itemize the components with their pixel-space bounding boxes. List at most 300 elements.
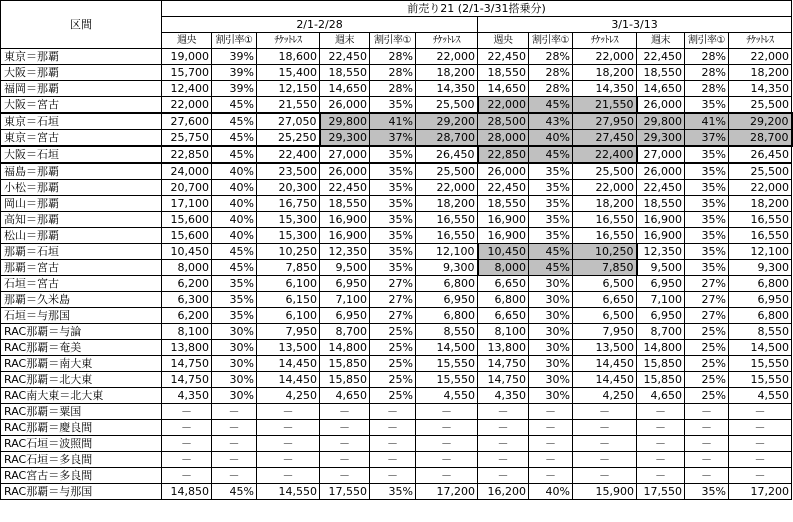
fare-cell: 25,250: [257, 130, 320, 147]
fare-cell: 29,300: [320, 130, 370, 147]
fare-cell: 17,200: [416, 484, 478, 500]
fare-cell: 14,800: [637, 340, 685, 356]
fare-cell: －: [416, 468, 478, 484]
fare-cell: －: [529, 420, 573, 436]
fare-cell: 35%: [370, 146, 416, 163]
table-row: [1, 146, 792, 163]
fare-cell: 26,450: [416, 146, 478, 163]
fare-cell: 17,550: [637, 484, 685, 500]
fare-cell: 16,550: [416, 228, 478, 244]
fare-cell: 37%: [685, 130, 729, 147]
route-cell: RAC那覇＝北大東: [1, 372, 162, 388]
column-header: 割引率①: [370, 33, 416, 49]
fare-cell: －: [729, 404, 792, 420]
fare-cell: 40%: [529, 130, 573, 147]
fare-cell: 28,700: [729, 130, 792, 147]
fare-cell: 43%: [529, 113, 573, 130]
fare-cell: －: [212, 468, 257, 484]
fare-cell: 35%: [370, 163, 416, 180]
fare-cell: －: [212, 420, 257, 436]
fare-cell: 39%: [212, 81, 257, 97]
fare-cell: 22,000: [729, 180, 792, 196]
fare-cell: 35%: [529, 196, 573, 212]
route-cell: RAC宮古＝多良間: [1, 468, 162, 484]
fare-cell: 30%: [529, 292, 573, 308]
route-cell: 那覇＝石垣: [1, 244, 162, 260]
route-cell: 大阪＝石垣: [1, 146, 162, 163]
fare-cell: 35%: [370, 212, 416, 228]
fare-cell: 45%: [212, 484, 257, 500]
route-cell: RAC石垣＝多良間: [1, 452, 162, 468]
fare-cell: 8,000: [162, 260, 212, 276]
table-row: [1, 324, 792, 340]
fare-cell: 8,000: [478, 260, 529, 276]
fare-cell: 45%: [529, 146, 573, 163]
fare-cell: 18,550: [478, 65, 529, 81]
fare-cell: 26,000: [637, 163, 685, 180]
fare-cell: 35%: [685, 146, 729, 163]
fare-cell: 22,400: [257, 146, 320, 163]
fare-cell: 6,500: [573, 308, 637, 324]
fare-cell: 35%: [685, 196, 729, 212]
fare-cell: 19,000: [162, 49, 212, 65]
fare-cell: 45%: [212, 113, 257, 130]
column-header: ﾁｹｯﾄﾚｽ: [573, 33, 637, 49]
fare-cell: 25,500: [729, 97, 792, 114]
fare-cell: 35%: [685, 260, 729, 276]
fare-cell: －: [685, 452, 729, 468]
fare-cell: －: [729, 436, 792, 452]
table-row: [1, 308, 792, 324]
fare-cell: －: [729, 452, 792, 468]
table-row: [1, 130, 792, 147]
fare-cell: 25%: [370, 356, 416, 372]
route-cell: 東京＝石垣: [1, 113, 162, 130]
fare-cell: 28,700: [416, 130, 478, 147]
fare-cell: 21,550: [257, 97, 320, 114]
column-header: 週央: [162, 33, 212, 49]
fare-cell: 29,800: [637, 113, 685, 130]
fare-cell: －: [212, 404, 257, 420]
fare-cell: 20,700: [162, 180, 212, 196]
fare-cell: 4,650: [637, 388, 685, 404]
fare-cell: 35%: [370, 180, 416, 196]
fare-cell: 22,000: [478, 97, 529, 114]
fare-cell: 14,750: [478, 356, 529, 372]
fare-cell: 6,950: [416, 292, 478, 308]
fare-cell: 22,450: [478, 180, 529, 196]
fare-cell: 14,650: [637, 81, 685, 97]
fare-cell: －: [416, 436, 478, 452]
fare-cell: 18,550: [320, 196, 370, 212]
fare-cell: 40%: [212, 212, 257, 228]
fare-cell: 22,450: [320, 49, 370, 65]
fare-cell: 30%: [529, 356, 573, 372]
fare-cell: 14,450: [573, 356, 637, 372]
fare-cell: 22,450: [637, 49, 685, 65]
fare-cell: 15,550: [729, 356, 792, 372]
fare-cell: 6,100: [257, 276, 320, 292]
fare-cell: 4,350: [162, 388, 212, 404]
route-cell: 福島＝那覇: [1, 163, 162, 180]
fare-cell: －: [478, 468, 529, 484]
period-header: 2/1-2/28: [162, 17, 478, 33]
fare-cell: 18,200: [573, 65, 637, 81]
fare-cell: 13,500: [257, 340, 320, 356]
fare-cell: 15,550: [729, 372, 792, 388]
fare-cell: 25,500: [573, 163, 637, 180]
fare-cell: 16,900: [320, 212, 370, 228]
fare-cell: 26,000: [478, 163, 529, 180]
column-header: 割引率①: [212, 33, 257, 49]
route-cell: RAC那覇＝粟国: [1, 404, 162, 420]
fare-cell: －: [685, 404, 729, 420]
fare-cell: 25,500: [416, 97, 478, 114]
fare-cell: 6,800: [729, 308, 792, 324]
fare-cell: 6,100: [257, 308, 320, 324]
fare-cell: 41%: [370, 113, 416, 130]
fare-cell: －: [162, 452, 212, 468]
fare-cell: －: [320, 452, 370, 468]
fare-cell: 18,550: [637, 196, 685, 212]
table-row: [1, 436, 792, 452]
fare-cell: 12,150: [257, 81, 320, 97]
fare-cell: 35%: [370, 97, 416, 114]
fare-cell: 22,450: [478, 49, 529, 65]
table-row: [1, 484, 792, 500]
fare-cell: 22,850: [162, 146, 212, 163]
fare-cell: 8,700: [637, 324, 685, 340]
fare-cell: 25,500: [729, 163, 792, 180]
fare-cell: 15,550: [416, 356, 478, 372]
fare-cell: 30%: [529, 372, 573, 388]
table-row: [1, 292, 792, 308]
fare-cell: 14,450: [257, 356, 320, 372]
fare-cell: 26,000: [320, 163, 370, 180]
fare-cell: 15,600: [162, 212, 212, 228]
fare-cell: 15,600: [162, 228, 212, 244]
fare-cell: 8,550: [729, 324, 792, 340]
table-row: [1, 404, 792, 420]
fare-cell: 40%: [212, 228, 257, 244]
fare-cell: 7,100: [637, 292, 685, 308]
fare-cell: 4,350: [478, 388, 529, 404]
fare-cell: 18,550: [637, 65, 685, 81]
fare-cell: 4,550: [416, 388, 478, 404]
fare-cell: 35%: [529, 228, 573, 244]
fare-cell: 29,800: [320, 113, 370, 130]
table-row: [1, 228, 792, 244]
fare-cell: 18,550: [478, 196, 529, 212]
fare-cell: 30%: [529, 276, 573, 292]
fare-cell: 30%: [529, 308, 573, 324]
fare-cell: 12,400: [162, 81, 212, 97]
fare-cell: 35%: [529, 163, 573, 180]
fare-cell: 16,550: [573, 212, 637, 228]
fare-cell: 16,900: [637, 228, 685, 244]
fare-cell: 35%: [370, 244, 416, 260]
fare-cell: 15,850: [320, 372, 370, 388]
fare-cell: 25%: [685, 388, 729, 404]
fare-cell: 4,550: [729, 388, 792, 404]
fare-cell: －: [529, 404, 573, 420]
fare-cell: 18,200: [729, 65, 792, 81]
fare-cell: －: [573, 452, 637, 468]
fare-cell: 14,350: [416, 81, 478, 97]
table-row: [1, 163, 792, 180]
fare-cell: 20,300: [257, 180, 320, 196]
fare-cell: 6,300: [162, 292, 212, 308]
fare-cell: －: [573, 420, 637, 436]
fare-cell: 40%: [212, 163, 257, 180]
fare-group-title: 前売り21 (2/1-3/31搭乗分): [162, 1, 792, 17]
fare-cell: 14,500: [729, 340, 792, 356]
fare-cell: －: [478, 420, 529, 436]
fare-cell: 35%: [685, 244, 729, 260]
fare-cell: 25%: [685, 356, 729, 372]
fare-cell: 18,200: [416, 196, 478, 212]
fare-cell: 35%: [212, 308, 257, 324]
fare-cell: 27,000: [320, 146, 370, 163]
fare-cell: 28%: [529, 81, 573, 97]
fare-cell: 25%: [685, 372, 729, 388]
fare-cell: 15,700: [162, 65, 212, 81]
fare-cell: 18,600: [257, 49, 320, 65]
fare-cell: 6,800: [729, 276, 792, 292]
fare-cell: 29,300: [637, 130, 685, 147]
fare-cell: 41%: [685, 113, 729, 130]
route-cell: 小松＝那覇: [1, 180, 162, 196]
table-row: [1, 49, 792, 65]
route-cell: RAC南大東＝北大東: [1, 388, 162, 404]
fare-cell: 14,350: [729, 81, 792, 97]
fare-cell: 14,450: [257, 372, 320, 388]
fare-cell: －: [729, 420, 792, 436]
fare-table-body: [1, 49, 792, 500]
fare-cell: 8,100: [162, 324, 212, 340]
fare-cell: 10,450: [162, 244, 212, 260]
fare-cell: 16,550: [416, 212, 478, 228]
fare-cell: 22,000: [416, 180, 478, 196]
table-row: [1, 356, 792, 372]
fare-cell: 45%: [212, 146, 257, 163]
fare-cell: 25%: [370, 324, 416, 340]
fare-cell: 28%: [370, 49, 416, 65]
route-cell: 松山＝那覇: [1, 228, 162, 244]
fare-cell: 12,100: [416, 244, 478, 260]
fare-cell: 13,800: [478, 340, 529, 356]
table-row: [1, 452, 792, 468]
fare-cell: 45%: [212, 244, 257, 260]
fare-cell: 12,350: [637, 244, 685, 260]
fare-cell: 26,450: [729, 146, 792, 163]
fare-cell: 26,000: [320, 97, 370, 114]
fare-cell: 40%: [212, 180, 257, 196]
table-row: [1, 372, 792, 388]
fare-cell: 35%: [529, 180, 573, 196]
fare-cell: －: [637, 404, 685, 420]
table-row: [1, 388, 792, 404]
table-row: [1, 468, 792, 484]
fare-cell: －: [529, 452, 573, 468]
fare-cell: －: [478, 452, 529, 468]
fare-cell: 35%: [685, 484, 729, 500]
fare-cell: －: [529, 468, 573, 484]
fare-cell: 22,000: [573, 49, 637, 65]
fare-cell: 25%: [685, 324, 729, 340]
fare-cell: 9,500: [320, 260, 370, 276]
column-header: 週末: [320, 33, 370, 49]
fare-cell: 30%: [212, 372, 257, 388]
fare-cell: 28%: [370, 81, 416, 97]
fare-cell: 14,500: [416, 340, 478, 356]
fare-cell: 7,100: [320, 292, 370, 308]
column-header: ﾁｹｯﾄﾚｽ: [257, 33, 320, 49]
fare-cell: 15,900: [573, 484, 637, 500]
fare-cell: 35%: [529, 212, 573, 228]
fare-cell: 6,800: [416, 308, 478, 324]
fare-cell: 14,650: [478, 81, 529, 97]
fare-cell: －: [320, 420, 370, 436]
fare-cell: 35%: [212, 292, 257, 308]
fare-cell: 14,750: [162, 356, 212, 372]
fare-cell: 13,500: [573, 340, 637, 356]
route-cell: RAC那覇＝奄美: [1, 340, 162, 356]
fare-cell: 40%: [529, 484, 573, 500]
fare-cell: 6,650: [478, 276, 529, 292]
fare-cell: －: [162, 420, 212, 436]
fare-cell: －: [529, 436, 573, 452]
fare-cell: 25%: [370, 388, 416, 404]
fare-cell: 27%: [685, 292, 729, 308]
fare-cell: 21,550: [573, 97, 637, 114]
fare-cell: 28%: [685, 49, 729, 65]
column-header: ﾁｹｯﾄﾚｽ: [729, 33, 792, 49]
fare-cell: 25,750: [162, 130, 212, 147]
table-row: [1, 180, 792, 196]
route-cell: 東京＝那覇: [1, 49, 162, 65]
fare-cell: －: [257, 420, 320, 436]
fare-cell: －: [257, 404, 320, 420]
route-cell: 東京＝宮古: [1, 130, 162, 147]
table-row: [1, 212, 792, 228]
route-cell: 那覇＝久米島: [1, 292, 162, 308]
fare-cell: －: [637, 436, 685, 452]
fare-cell: 25%: [370, 372, 416, 388]
route-cell: 岡山＝那覇: [1, 196, 162, 212]
fare-cell: 4,250: [257, 388, 320, 404]
fare-cell: 6,200: [162, 276, 212, 292]
fare-cell: 14,750: [162, 372, 212, 388]
fare-cell: 18,550: [320, 65, 370, 81]
fare-cell: －: [416, 452, 478, 468]
fare-cell: 17,100: [162, 196, 212, 212]
fare-cell: 27%: [370, 308, 416, 324]
fare-cell: －: [320, 468, 370, 484]
fare-cell: －: [416, 420, 478, 436]
fare-cell: 35%: [370, 228, 416, 244]
fare-cell: －: [257, 436, 320, 452]
fare-cell: 7,850: [257, 260, 320, 276]
fare-cell: 16,900: [637, 212, 685, 228]
fare-cell: 27,950: [573, 113, 637, 130]
fare-cell: 39%: [212, 65, 257, 81]
column-header: ﾁｹｯﾄﾚｽ: [416, 33, 478, 49]
fare-cell: －: [162, 404, 212, 420]
fare-cell: 12,350: [320, 244, 370, 260]
fare-cell: －: [478, 404, 529, 420]
route-cell: 大阪＝宮古: [1, 97, 162, 114]
fare-cell: 24,000: [162, 163, 212, 180]
fare-cell: 6,500: [573, 276, 637, 292]
fare-cell: 27%: [685, 276, 729, 292]
column-header: 割引率①: [685, 33, 729, 49]
fare-cell: 6,950: [729, 292, 792, 308]
fare-cell: 18,200: [729, 196, 792, 212]
fare-cell: －: [637, 452, 685, 468]
table-row: [1, 113, 792, 130]
fare-cell: 37%: [370, 130, 416, 147]
fare-cell: 29,200: [729, 113, 792, 130]
fare-cell: 35%: [685, 163, 729, 180]
fare-cell: 10,250: [257, 244, 320, 260]
column-header: 週央: [478, 33, 529, 49]
fare-cell: 16,550: [729, 212, 792, 228]
fare-cell: 22,450: [637, 180, 685, 196]
fare-cell: 6,800: [416, 276, 478, 292]
fare-cell: 30%: [212, 356, 257, 372]
fare-cell: 14,750: [478, 372, 529, 388]
fare-cell: 15,300: [257, 212, 320, 228]
fare-cell: 15,850: [637, 356, 685, 372]
fare-cell: 17,200: [729, 484, 792, 500]
fare-cell: 27%: [370, 292, 416, 308]
fare-cell: －: [257, 468, 320, 484]
fare-cell: －: [212, 436, 257, 452]
fare-cell: 14,650: [320, 81, 370, 97]
route-cell: 石垣＝与那国: [1, 308, 162, 324]
fare-cell: 6,650: [573, 292, 637, 308]
fare-cell: －: [370, 420, 416, 436]
fare-cell: 15,850: [320, 356, 370, 372]
fare-cell: 27,600: [162, 113, 212, 130]
fare-cell: －: [370, 436, 416, 452]
fare-cell: 28%: [529, 49, 573, 65]
fare-cell: 30%: [212, 388, 257, 404]
fare-cell: 25%: [370, 340, 416, 356]
fare-cell: 45%: [212, 130, 257, 147]
fare-cell: 27,000: [637, 146, 685, 163]
fare-cell: 28,500: [478, 113, 529, 130]
table-row: [1, 81, 792, 97]
fare-cell: －: [685, 420, 729, 436]
fare-cell: 8,700: [320, 324, 370, 340]
fare-cell: －: [416, 404, 478, 420]
fare-cell: －: [370, 452, 416, 468]
table-row: [1, 244, 792, 260]
route-column-header: 区間: [1, 1, 162, 49]
route-cell: 石垣＝宮古: [1, 276, 162, 292]
fare-cell: －: [573, 404, 637, 420]
table-row: [1, 340, 792, 356]
fare-cell: 30%: [529, 340, 573, 356]
fare-cell: 6,950: [320, 308, 370, 324]
route-cell: RAC那覇＝慶良間: [1, 420, 162, 436]
fare-cell: 35%: [370, 484, 416, 500]
fare-cell: －: [162, 468, 212, 484]
route-cell: 福岡＝那覇: [1, 81, 162, 97]
fare-cell: 16,550: [573, 228, 637, 244]
